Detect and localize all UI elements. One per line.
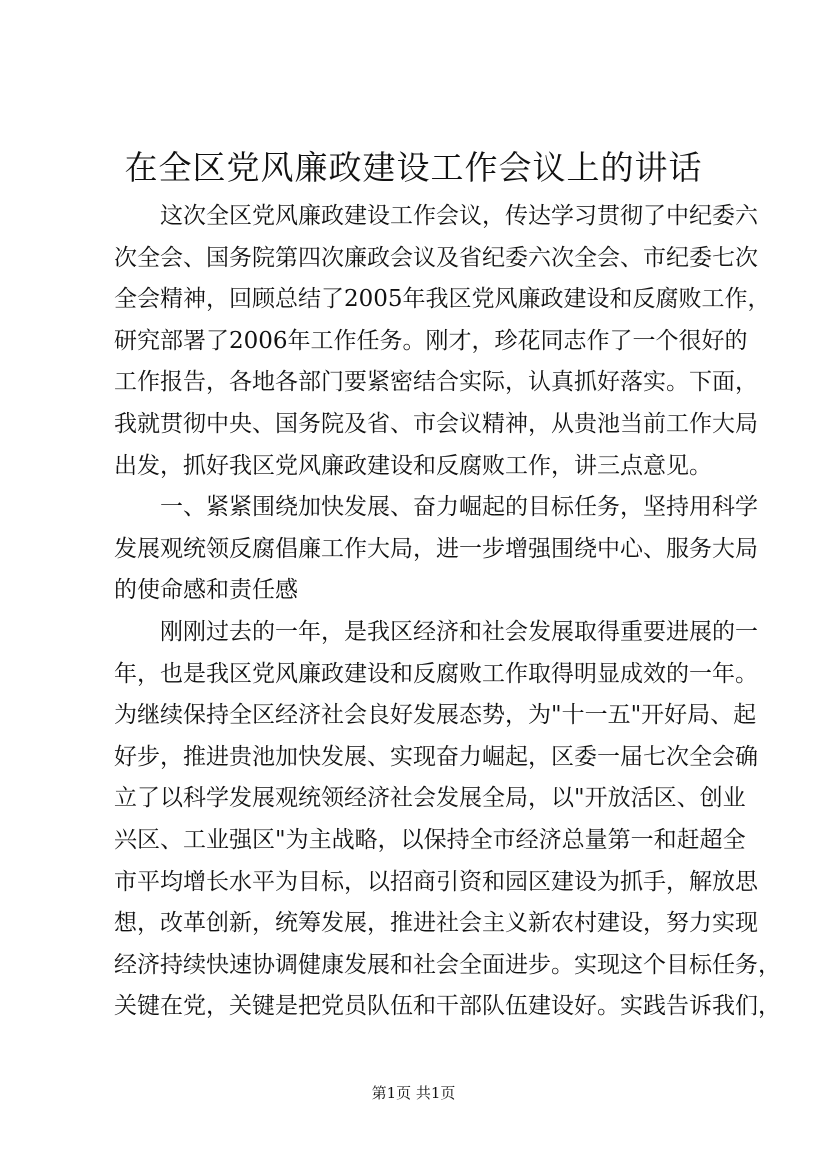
text-line: 次全会、国务院第四次廉政会议及省纪委六次全会、市纪委七次 (114, 244, 758, 271)
section-heading-1 (114, 487, 758, 612)
text-line: 这次全区党风廉政建设工作会议，传达学习贯彻了中纪委六 (160, 203, 758, 229)
text-line: 好步，推进贵池加快发展、实现奋力崛起，区委一届七次全会确 (114, 743, 758, 770)
text-line: 兴区、工业强区"为主战略，以保持全市经济总量第一和赶超全 (114, 826, 746, 853)
text-line: 我就贯彻中央、国务院及省、市会议精神，从贵池当前工作大局 (114, 410, 758, 437)
document-title: 在全区党风廉政建设工作会议上的讲话 (124, 148, 703, 187)
text-line: 研究部署了2006年工作任务。刚才，珍花同志作了一个很好的 (114, 327, 748, 354)
text-line: 为继续保持全区经济社会良好发展态势，为"十一五"开好局、起 (114, 702, 757, 729)
text-line: 的使命感和责任感 (114, 577, 298, 604)
text-line: 想，改革创新，统筹发展，推进社会主义新农村建设，努力实现 (114, 910, 758, 937)
text-line: 经济持续快速协调健康发展和社会全面进步。实现这个目标任务， (114, 951, 781, 978)
paragraph-body (114, 612, 781, 1028)
text-line: 关键在党，关键是把党员队伍和干部队伍建设好。实践告诉我们， (114, 993, 781, 1020)
text-line: 全会精神，回顾总结了2005年我区党风廉政建设和反腐败工作， (114, 286, 771, 313)
page-footer: 第1页 共1页 (371, 1084, 456, 1102)
text-line: 发展观统领反腐倡廉工作大局，进一步增强围绕中心、服务大局 (114, 535, 758, 562)
document-body (114, 196, 781, 1028)
text-line: 刚刚过去的一年，是我区经济和社会发展取得重要进展的一 (160, 618, 758, 645)
paragraph-intro (114, 196, 771, 487)
text-line: 一、紧紧围绕加快发展、奋力崛起的目标任务，坚持用科学 (160, 494, 758, 521)
text-line: 立了以科学发展观统领经济社会发展全局，以"开放活区、创业 (114, 785, 746, 812)
text-line: 市平均增长水平为目标，以招商引资和园区建设为抓手，解放思 (114, 868, 758, 895)
text-line: 出发，抓好我区党风廉政建设和反腐败工作，讲三点意见。 (114, 452, 712, 479)
text-line: 年，也是我区党风廉政建设和反腐败工作取得明显成效的一年。 (114, 660, 758, 687)
text-line: 工作报告，各地各部门要紧密结合实际，认真抓好落实。下面， (114, 369, 758, 396)
